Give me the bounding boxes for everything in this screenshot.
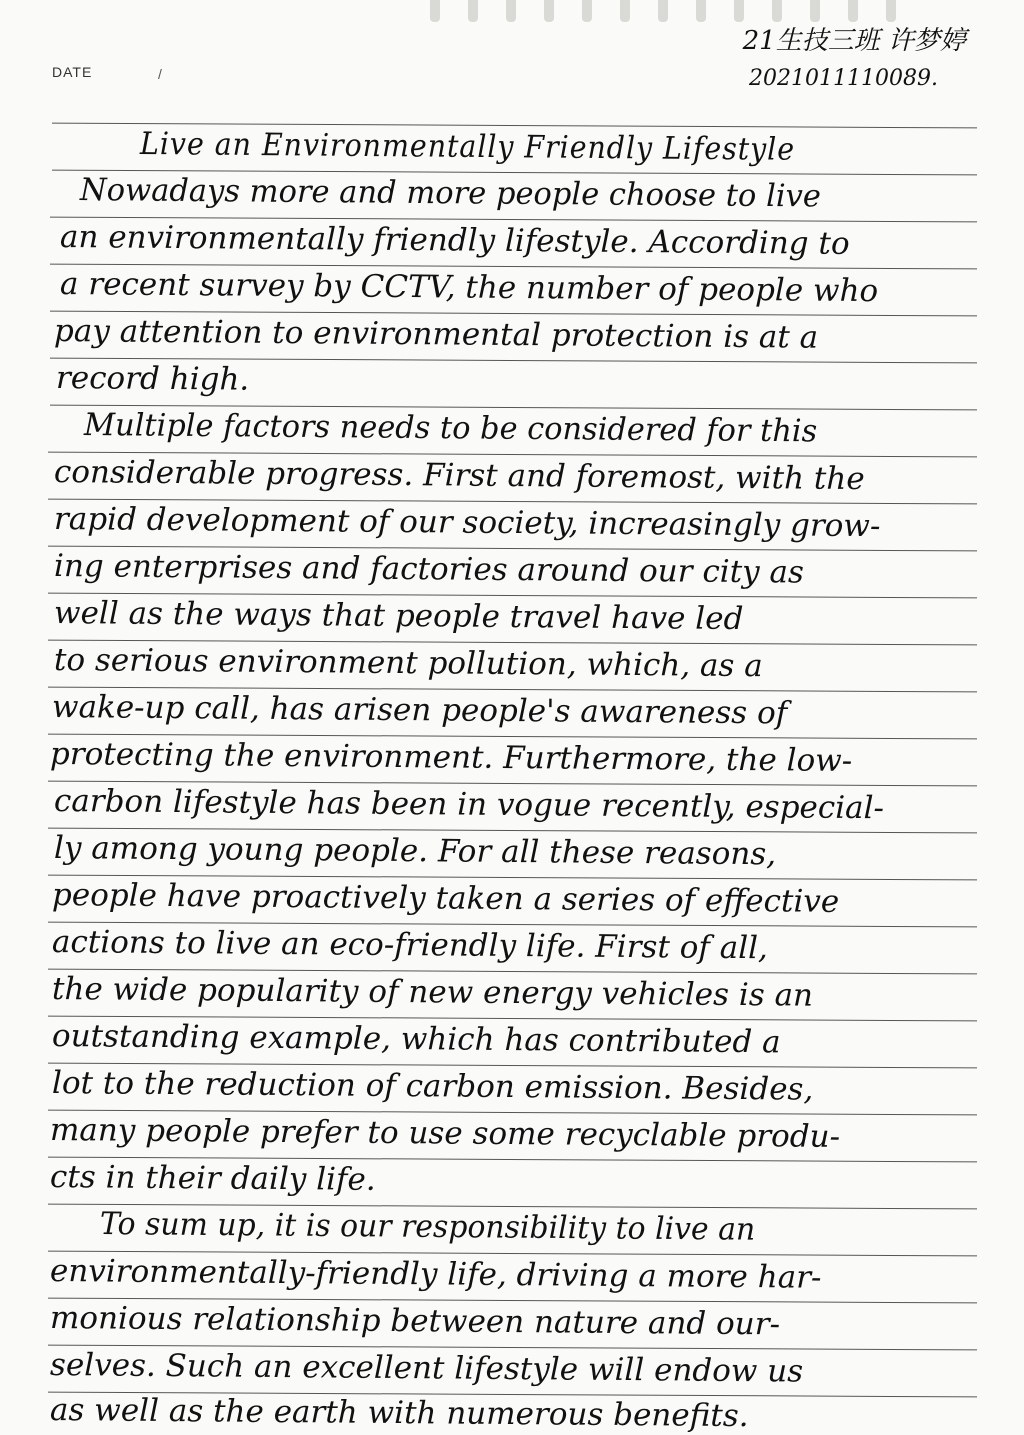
essay-line: actions to live an eco-friendly life. First of all, (51, 924, 769, 967)
date-label: DATE (52, 64, 93, 80)
essay-line: pay attention to environmental protection is at a (53, 313, 819, 356)
essay-line: Multiple factors needs to be considered for this (83, 407, 818, 450)
essay-line: To sum up, it is our responsibility to live an (99, 1206, 756, 1248)
essay-title: Live an Environmentally Friendly Lifestyle (139, 126, 796, 168)
essay-line: environmentally-friendly life, driving a more har- (49, 1253, 822, 1296)
essay-line: to serious environment pollution, which, as a (53, 642, 763, 685)
essay-line: Nowadays more and more people choose to live (79, 172, 822, 215)
class-and-name: 21生技三班 许梦婷 (742, 26, 966, 56)
essay-line: well as the ways that people travel have led (53, 595, 744, 638)
essay-line: protecting the environment. Furthermore, the low- (49, 736, 853, 780)
essay-line: record high. (55, 360, 250, 398)
student-id: 2021011110089. (749, 66, 938, 91)
binder-holes (430, 0, 930, 24)
essay-line: a recent survey by CCTV, the number of people who (59, 266, 879, 310)
essay-line: an environmentally friendly lifestyle. According to (59, 219, 850, 262)
essay-line: outstanding example, which has contributed a (51, 1018, 781, 1061)
essay-line: ly among young people. For all these reasons, (53, 830, 777, 873)
essay-line: monious relationship between nature and our- (49, 1300, 781, 1343)
essay-line: people have proactively taken a series of effective (51, 877, 840, 920)
essay-line: as well as the earth with numerous benefits. (49, 1392, 749, 1435)
essay-line: lot to the reduction of carbon emission. Besides, (51, 1065, 814, 1108)
essay-line: the wide popularity of new energy vehicles is an (51, 971, 814, 1014)
date-separator: / (158, 66, 162, 82)
essay-line: considerable progress. First and foremost, with the (53, 454, 865, 498)
essay-line: ing enterprises and factories around our city as (53, 548, 805, 591)
essay-line: rapid development of our society, increasingly grow- (53, 501, 881, 545)
essay-line: many people prefer to use some recyclable produ- (49, 1112, 841, 1155)
essay-line: wake-up call, has arisen people's awareness of (51, 689, 788, 732)
essay-line: selves. Such an excellent lifestyle will endow us (49, 1347, 804, 1390)
essay-line: cts in their daily life. (49, 1159, 376, 1198)
student-info (743, 22, 966, 98)
essay-line: carbon lifestyle has been in vogue recently, especial- (53, 783, 885, 827)
